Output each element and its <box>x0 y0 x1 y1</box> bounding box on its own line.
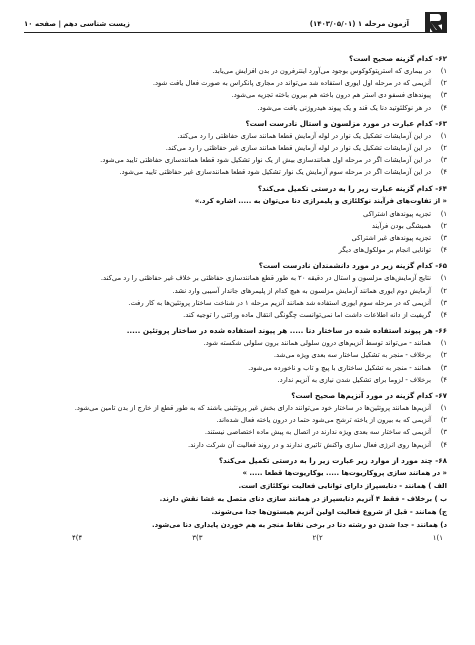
answer-choice[interactable]: ۲)۲ <box>312 533 323 542</box>
header-text <box>24 20 409 28</box>
exam-title: آزمون مرحله ۱ (۱۴۰۳/۰۵/۰۱) <box>309 20 409 28</box>
question-title: ۶۸- چند مورد از موارد زیر عبارت زیر را به درستی تکمیل می‌کند؟ <box>218 455 447 465</box>
option[interactable]: ۴)در هر نوکلئوتید دنا یک قند و یک پیوند هیدروژنی یافت می‌شود. <box>257 103 447 112</box>
question-title: ۶۵- کدام گزینه زیر در مورد دانشمندان نادرست است؟ <box>258 261 447 271</box>
question-title: ۶۳- کدام عبارت در مورد مزلسون و استال نادرست است؟ <box>245 118 447 128</box>
answer-choice[interactable]: ۴)۴ <box>72 533 83 542</box>
answer-choice[interactable]: ۳)۳ <box>192 533 203 542</box>
option[interactable]: ۱)در بیماری که استرپتوکوکوس بوجود می‌آورد اینترفرون در بدن افزایش می‌یابد. <box>212 67 447 75</box>
statement-item: ج) همانند - قبل از شروع فعالیت اولین آنزیم هیستون‌ها جدا می‌شوند. <box>211 507 447 516</box>
option[interactable]: ۱)نتایج آزمایش‌های مزلسون و استال در دقیقه ۲۰ به طور قطع همانندسازی حفاظتی بر خلاف غیر حفاظتی را رد می‌کند. <box>100 274 447 283</box>
statement-item: د) همانند - جدا شدن دو رشته دنا در برخی نقاط منجر به هم خوردن پایداری دنا می‌شود. <box>151 520 447 529</box>
option[interactable]: ۲)در این آزمایشات تشکیل یک نوار در لوله آزمایش قطعا همانند سازی غیر حفاظتی را رد می‌کند. <box>165 144 447 153</box>
header-divider <box>24 32 447 33</box>
option[interactable]: ۴)گریفیت از دانه اطلاعات داشت اما نمی‌توانست چگونگی انتقال ماده وراثتی را توجیه کند. <box>183 311 447 320</box>
answer-choice[interactable]: ۱)۱ <box>432 533 443 542</box>
option[interactable]: ۳)تجزیه پیوندهای غیر اشتراکی <box>351 234 447 243</box>
question-65 <box>24 259 447 321</box>
question-62 <box>24 52 447 114</box>
option[interactable]: ۱)تجزیه پیوندهای اشتراکی <box>363 209 447 218</box>
question-63 <box>24 117 447 179</box>
question-title: ۶۴- کدام گزینه عبارت زیر را به درستی تکمیل می‌کند؟ <box>257 183 447 193</box>
option[interactable]: ۴)توانایی انجام بر مولکول‌های دیگر <box>338 246 447 255</box>
question-statement: « از تفاوت‌های فرآیند نوکلئازی و پلیمرازی دنا می‌توان به ..... اشاره کرد.» <box>194 196 447 205</box>
question-68 <box>24 454 447 544</box>
answer-choices <box>24 532 447 544</box>
option[interactable]: ۲)آزمایش دوم ایوری همانند آزمایش مزلسون به هیچ کدام از پلیمرهای جاندار آسیبی وارد نشد. <box>172 286 447 295</box>
option[interactable]: ۳)آنزیمی که در مرحله سوم ایوری استفاده شد همانند آنزیم مرحله ۱ در شناخت ساختار پروتئین‌ها به کار رفت. <box>128 298 447 307</box>
option[interactable]: ۱)در این آزمایشات تشکیل یک نوار در لوله آزمایش قطعا همانند سازی حفاظتی را رد می‌کند. <box>177 131 447 140</box>
option[interactable]: ۴)برخلاف - لزوما برای تشکیل شدن نیازی به آنزیم ندارد. <box>277 375 447 384</box>
question-67 <box>24 389 447 451</box>
option[interactable]: ۲)آنزیمی که به بیرون از یاخته ترشح می‌شود حتما در درون یاخته فعال شده‌اند. <box>216 416 447 425</box>
logo-icon <box>425 12 447 32</box>
subject-page: زیست شناسی دهم | صفحه ۱۰ <box>24 20 130 28</box>
page-header <box>24 0 447 40</box>
statement-item: ب ) برخلاف - فقط ۴ آنزیم دنابسپراز در همانند سازی دنای متصل به غشا نقش دارند. <box>159 494 447 503</box>
statement-item: الف ) همانند - دنابسپراز دارای توانایی فعالیت نوکلئازی است. <box>238 481 447 490</box>
question-title: ۶۷- کدام گزینه در مورد آنزیم‌ها صحیح است؟ <box>291 391 447 401</box>
option[interactable]: ۳)پیوندهای فسفو دی استر هم درون باخته هم بیرون باخته تجزیه می‌شود. <box>231 91 447 100</box>
question-statement: « در همانند سازی پروکاریوت‌ها ..... یوکاریوت‌ها قطعا ..... » <box>242 468 447 477</box>
question-title: ۶۲- کدام گزینه صحیح است؟ <box>348 54 447 63</box>
option[interactable]: ۱)آنزیم‌ها همانند پروتئین‌ها در ساختار خود می‌توانند دارای بخش غیر پروتئینی باشند که به طور قطع از خارج از بدن تامین می‌شود. <box>74 404 447 413</box>
question-64 <box>24 182 447 257</box>
option[interactable]: ۲)همیشگی بودن فرآیند <box>371 221 447 230</box>
option[interactable]: ۲)آنزیمی که در مرحله اول ایوری استفاده شد می‌تواند در مجاری پانکراس به صورت فعال یافت شود. <box>152 79 447 88</box>
option[interactable]: ۱)همانند - می‌تواند توسط آنزیم‌های درون سلولی همانند برون سلولی شکسته شود. <box>203 339 447 348</box>
option[interactable]: ۳)در این آزمایشات اگر در مرحله اول همانندسازی بیش از یک نوار تشکیل شود قطعا همانندسازی حفاظتی تایید می‌شود. <box>100 156 447 165</box>
option[interactable]: ۴)آنزیم‌ها روی انرژی فعال سازی واکنش تاثیری ندارند و در روند فعالیت آن شرکت دارند. <box>187 440 447 449</box>
question-title: ۶۶- هر پیوند استفاده شده در ساختار دنا ..... هر پیوند استفاده شده در ساختار پروتئین ..... <box>126 326 447 336</box>
option[interactable]: ۴)در این آزمایشات اگر در مرحله سوم آزمایش یک نوار تشکیل شود قطعا همانندسازی غیر حفاظتی تایید می‌شود. <box>119 168 447 177</box>
question-66 <box>24 324 447 386</box>
option[interactable]: ۳)همانند - منجر به تشکیل ساختاری با پیچ و تاب و ناخورده می‌شود. <box>248 363 447 372</box>
option[interactable]: ۳)آنزیمی که ساختار سه بعدی ویژه ندارند در اتصال به پیش ماده اختصاصی نیستند. <box>204 428 447 437</box>
option[interactable]: ۲)برخلاف - منجر به تشکیل ساختار سه بعدی ویژه می‌شد. <box>273 351 447 360</box>
